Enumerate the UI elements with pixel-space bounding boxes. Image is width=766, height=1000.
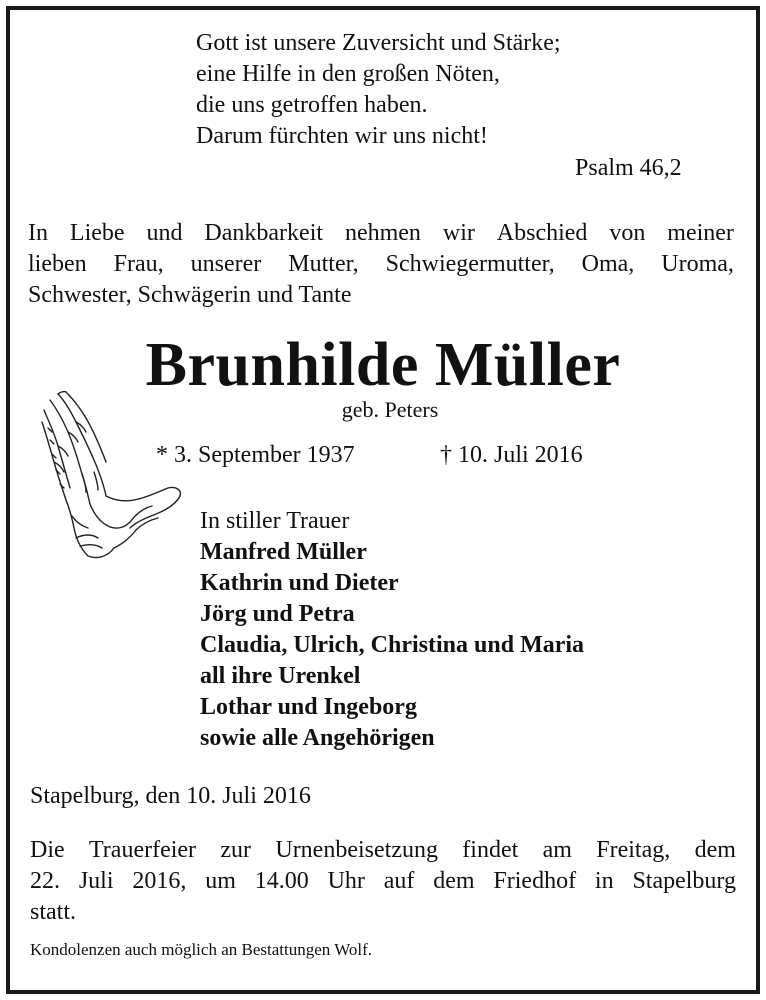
service-word: am	[542, 837, 572, 863]
intro-word: unserer	[190, 251, 262, 277]
service-word: Juli	[78, 868, 114, 894]
place-date: Stapelburg, den 10. Juli 2016	[30, 783, 311, 809]
intro-word: Dankbarkeit	[204, 220, 324, 246]
intro-line-2	[28, 249, 734, 280]
service-word: dem	[694, 837, 736, 863]
intro-text	[28, 218, 734, 311]
service-word: Die	[30, 837, 65, 863]
intro-word: nehmen	[344, 220, 421, 246]
verse-line: Gott ist unsere Zuversicht und Stärke;	[196, 30, 561, 56]
mourners-intro: In stiller Trauer	[200, 508, 350, 534]
verse-line: eine Hilfe in den großen Nöten,	[196, 61, 500, 87]
service-word: Trauerfeier	[88, 837, 197, 863]
service-line-1	[30, 835, 736, 866]
service-word: 22.	[30, 868, 60, 894]
service-word: 2016,	[132, 868, 187, 894]
intro-word: Frau,	[113, 251, 164, 277]
psalm-reference: Psalm 46,2	[575, 155, 682, 181]
service-word: zur	[220, 837, 252, 863]
mourner-name: Kathrin und Dieter	[200, 570, 399, 596]
intro-line-3: Schwester, Schwägerin und Tante	[28, 282, 352, 308]
service-word: auf	[383, 868, 415, 894]
intro-word: lieben	[28, 251, 87, 277]
service-text	[30, 835, 736, 928]
service-word: Stapelburg	[632, 868, 736, 894]
birth-date: * 3. September 1937	[156, 442, 355, 468]
service-word: 14.00	[254, 868, 309, 894]
mourner-name: Claudia, Ulrich, Christina und Maria	[200, 632, 585, 658]
deceased-name: Brunhilde Müller	[145, 331, 621, 399]
intro-word: Liebe	[69, 220, 125, 246]
mourner-name: all ihre Urenkel	[200, 663, 361, 689]
service-word: findet	[462, 837, 519, 863]
intro-line-1	[28, 218, 734, 249]
service-word: um	[205, 868, 236, 894]
service-word: in	[594, 868, 614, 894]
intro-word: wir	[442, 220, 475, 246]
service-word: Freitag,	[596, 837, 671, 863]
service-word: dem	[433, 868, 475, 894]
intro-word: Abschied	[496, 220, 588, 246]
service-line-3: statt.	[30, 899, 76, 925]
mourner-name: Jörg und Petra	[200, 601, 355, 627]
mourner-name: sowie alle Angehörigen	[200, 725, 435, 751]
verse-line: Darum fürchten wir uns nicht!	[196, 123, 488, 149]
death-date: † 10. Juli 2016	[440, 442, 583, 468]
psalm-verse	[196, 28, 561, 152]
service-line-2	[30, 866, 736, 897]
mourner-name: Manfred Müller	[200, 539, 367, 565]
intro-word: Schwiegermutter,	[385, 251, 555, 277]
intro-word: und	[146, 220, 183, 246]
intro-word: Oma,	[581, 251, 635, 277]
service-word: Uhr	[327, 868, 365, 894]
mourners-block	[200, 506, 584, 754]
verse-line: die uns getroffen haben.	[196, 92, 428, 118]
maiden-name: geb. Peters	[341, 397, 439, 422]
praying-hands-icon	[36, 388, 186, 563]
intro-word: In	[28, 220, 48, 246]
intro-word: von	[609, 220, 646, 246]
intro-word: Mutter,	[288, 251, 359, 277]
service-word: Friedhof	[493, 868, 577, 894]
mourner-name: Lothar und Ingeborg	[200, 694, 417, 720]
condolences-note: Kondolenzen auch möglich an Bestattungen Wolf.	[30, 940, 373, 959]
intro-word: Uroma,	[661, 251, 734, 277]
service-word: Urnenbeisetzung	[275, 837, 438, 863]
intro-word: meiner	[667, 220, 734, 246]
